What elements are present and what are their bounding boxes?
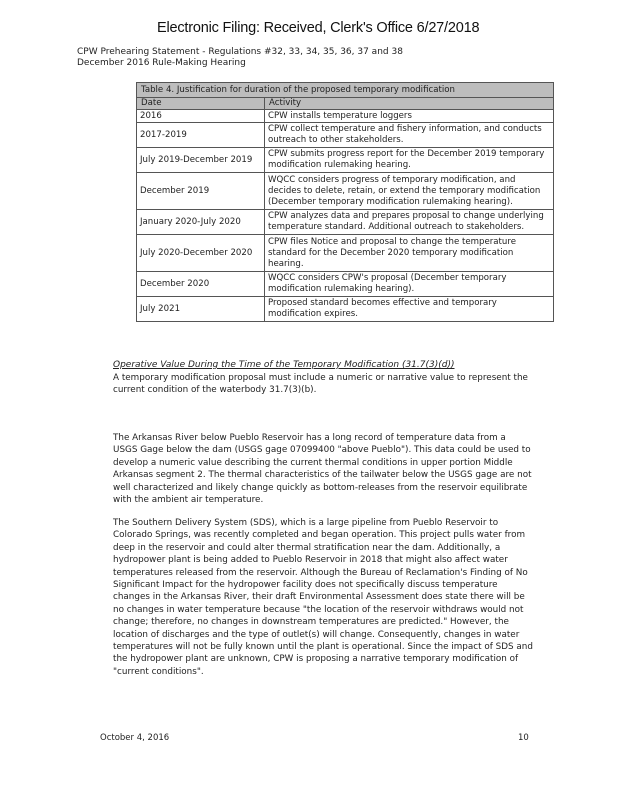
table-cell-date: January 2020-July 2020 [137,210,265,235]
table-row [137,272,554,297]
table-row [137,173,554,210]
table-row [137,297,554,322]
table-cell-date: July 2021 [137,297,265,322]
table-cell-date: July 2020-December 2020 [137,235,265,272]
document-header-title: CPW Prehearing Statement - Regulations #32, 33, 34, 35, 36, 37 and 38 [77,47,403,57]
column-header-activity: Activity [265,98,554,110]
table-cell-date: July 2019-December 2019 [137,148,265,173]
table-cell-activity: CPW files Notice and proposal to change the temperature standard for the December 2020 temporary modification hearing. [265,235,554,272]
table-row [137,210,554,235]
footer-date: October 4, 2016 [100,733,170,743]
body-paragraph-2: The Arkansas River below Pueblo Reservoir has a long record of temperature data from a USGS Gage below the dam (USGS gage 07099400 "above Pueblo"). This data could be used to develop a numeric value describing the current thermal conditions in upper portion Middle Arkansas segment 2. The thermal characteristics of the tailwater below the USGS gage are not well characterized and likely change quickly as bottom-releases from the reservoir equilibrate with the ambient air temperature. [113,433,532,506]
table-cell-activity: Proposed standard becomes effective and temporary modification expires. [265,297,554,322]
duration-justification-table [136,82,554,322]
table-cell-date: December 2019 [137,173,265,210]
body-paragraph-1: A temporary modification proposal must include a numeric or narrative value to represent the current condition of the waterbody 31.7(3)(b). [113,373,528,396]
table-cell-date: 2016 [137,110,265,123]
table-cell-activity: WQCC considers CPW's proposal (December temporary modification rulemaking hearing). [265,272,554,297]
table-caption-row [137,83,554,98]
filing-stamp: Electronic Filing: Received, Clerk's Office 6/27/2018 [157,20,480,36]
table-header-row [137,98,554,110]
section-heading: Operative Value During the Time of the Temporary Modification (31.7(3)(d)) [113,360,455,370]
table-row [137,235,554,272]
document-header-subtitle: December 2016 Rule-Making Hearing [77,58,246,68]
body-paragraph-3: The Southern Delivery System (SDS), which is a large pipeline from Pueblo Reservoir to Colorado Springs, was recently completed and began operation. This project pulls water from deep in the reservoir and could alter thermal stratification near the dam. Additionally, a hydropower plant is being added to Pueblo Reservoir in 2018 that might also affect water temperatures released from the reservoir. Although the Bureau of Reclamation's Finding of No Significant Impact for the hydropower facility does not specifically discuss temperature changes in the Arkansas River, their draft Environmental Assessment does state there will be no changes in water temperature because "the location of the reservoir withdraws would not change; therefore, no changes in downstream temperatures are predicted." However, the location of discharges and the type of outlet(s) will change. Consequently, changes in water temperatures will not be fully known until the plant is operational. Since the impact of SDS and the hydropower plant are unknown, CPW is proposing a narrative temporary modification of "current conditions". [113,518,533,677]
table-cell-activity: CPW analyzes data and prepares proposal to change underlying temperature standard. Additional outreach to stakeholders. [265,210,554,235]
table-caption: Table 4. Justification for duration of the proposed temporary modification [137,83,554,98]
table-row [137,110,554,123]
table-row [137,123,554,148]
column-header-date: Date [137,98,265,110]
table-cell-date: December 2020 [137,272,265,297]
table-row [137,148,554,173]
table-cell-activity: WQCC considers progress of temporary modification, and decides to delete, retain, or extend the temporary modification (December temporary modification rulemaking hearing). [265,173,554,210]
table-cell-activity: CPW collect temperature and fishery information, and conducts outreach to other stakeholders. [265,123,554,148]
table-cell-date: 2017-2019 [137,123,265,148]
table-cell-activity: CPW submits progress report for the December 2019 temporary modification rulemaking hearing. [265,148,554,173]
page-number: 10 [518,733,529,743]
table-cell-activity: CPW installs temperature loggers [265,110,554,123]
